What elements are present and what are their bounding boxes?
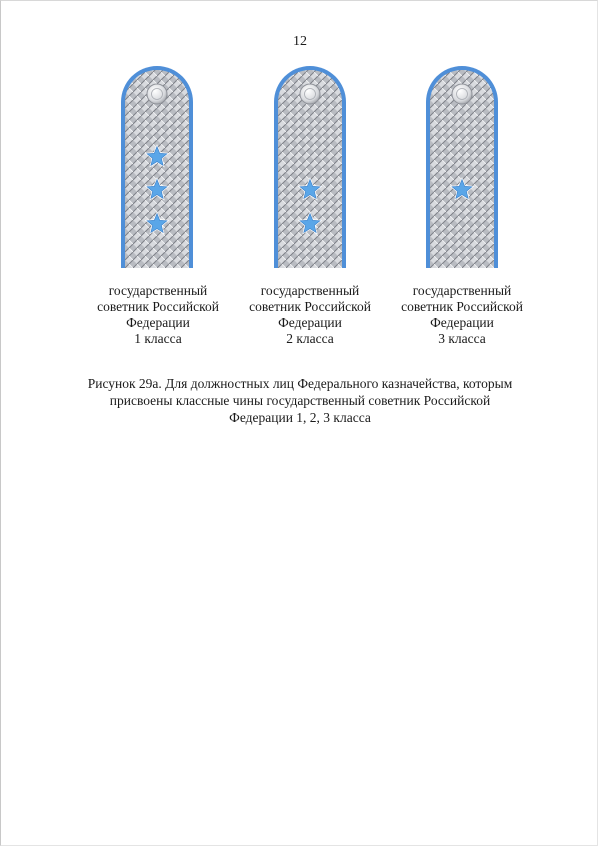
caption-line: Федерации: [126, 315, 190, 330]
caption-line: советник Российской: [97, 299, 219, 314]
caption-line: советник Российской: [401, 299, 523, 314]
caption-line: Федерации: [430, 315, 494, 330]
strap-caption-2: [235, 283, 385, 347]
page-number: 12: [293, 34, 307, 49]
shoulder-strap-3-graphic: [422, 64, 502, 268]
caption-line: государственный: [260, 283, 360, 298]
strap-caption-1: [83, 283, 233, 347]
caption-line: 3 класса: [438, 331, 486, 346]
figure-caption: [60, 375, 540, 426]
shoulder-strap-3: [422, 64, 502, 268]
shoulder-strap-2: [270, 64, 350, 268]
caption-line: государственный: [412, 283, 512, 298]
caption-line: Федерации: [278, 315, 342, 330]
shoulder-strap-1: [117, 64, 197, 268]
strap-caption-3: [387, 283, 537, 347]
figure-caption-line: присвоены классные чины государственный советник Российской: [109, 393, 491, 408]
figure-caption-line: Федерации 1, 2, 3 класса: [229, 410, 371, 425]
caption-line: советник Российской: [249, 299, 371, 314]
shoulder-strap-1-graphic: [117, 64, 197, 268]
figure-caption-line: Рисунок 29а. Для должностных лиц Федерального казначейства, которым: [87, 376, 513, 391]
caption-line: 2 класса: [286, 331, 334, 346]
shoulder-strap-2-graphic: [270, 64, 350, 268]
caption-line: 1 класса: [134, 331, 182, 346]
caption-line: государственный: [108, 283, 208, 298]
